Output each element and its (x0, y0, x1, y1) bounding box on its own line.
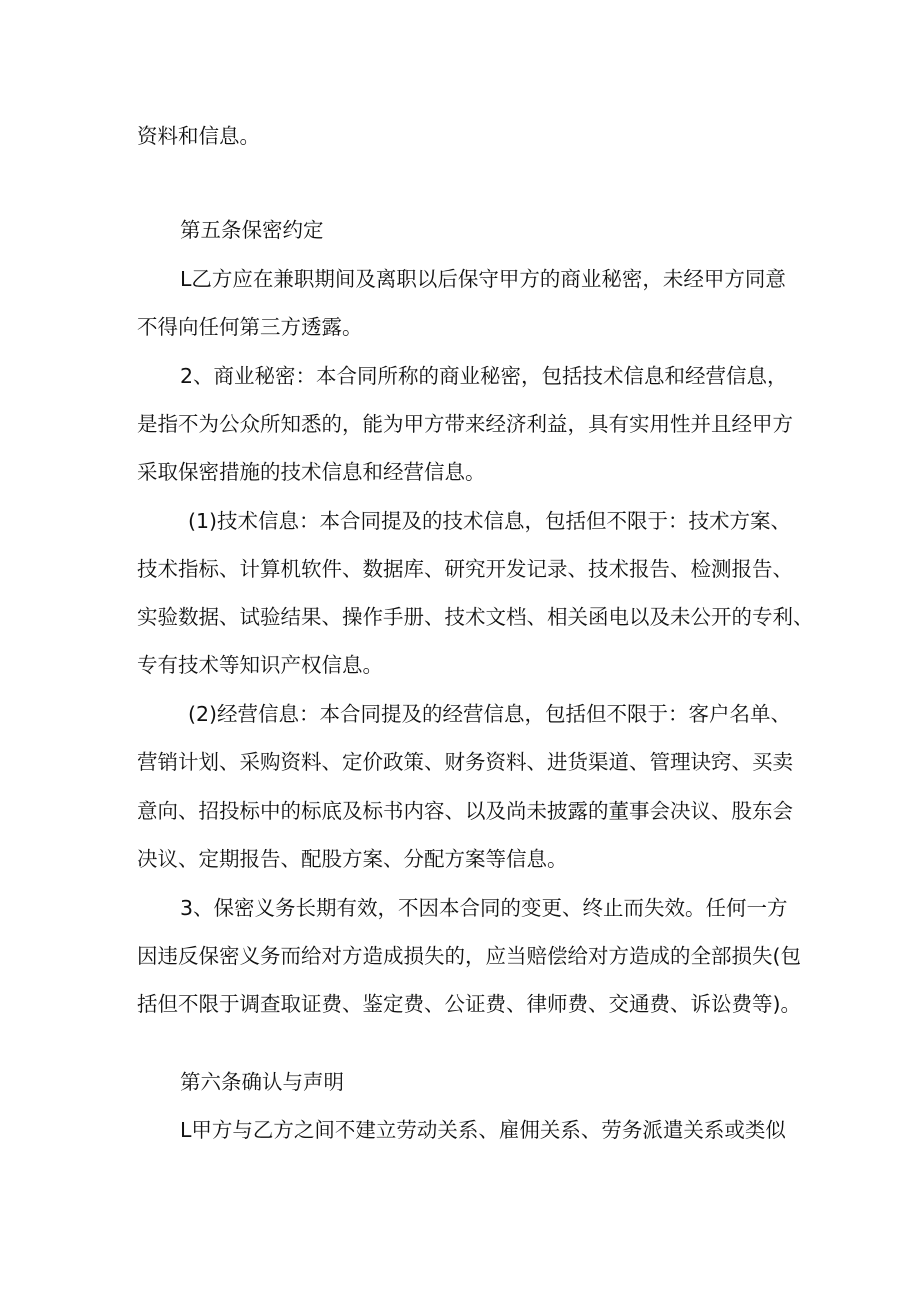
text-line: 意向、招投标中的标底及标书内容、以及尚未披露的董事会决议、股东会 (137, 799, 793, 823)
text-line: 3、保密义务长期有效，不因本合同的变更、终止而失效。任何一方 (180, 896, 788, 920)
text-line: 资料和信息。 (137, 124, 260, 148)
text-line: 专有技术等知识产权信息。 (137, 653, 383, 677)
section-heading: 第五条保密约定 (180, 218, 324, 242)
text-line: (1)技术信息：本合同提及的技术信息，包括但不限于：技术方案、 (188, 509, 792, 533)
text-line: 2、商业秘密：本合同所称的商业秘密，包括技术信息和经营信息， (180, 364, 788, 388)
section-heading: 第六条确认与声明 (180, 1070, 344, 1094)
text-line: 营销计划、采购资料、定价政策、财务资料、进货渠道、管理诀窍、买卖 (137, 750, 793, 774)
text-line: 括但不限于调查取证费、鉴定费、公证费、律师费、交通费、诉讼费等)。 (137, 992, 801, 1016)
text-line: 决议、定期报告、配股方案、分配方案等信息。 (137, 847, 568, 871)
text-line: L甲方与乙方之间不建立劳动关系、雇佣关系、劳务派遣关系或类似 (180, 1118, 786, 1142)
text-line: 技术指标、计算机软件、数据库、研究开发记录、技术报告、检测报告、 (137, 557, 793, 581)
text-line: 不得向任何第三方透露。 (137, 315, 363, 339)
text-line: 采取保密措施的技术信息和经营信息。 (137, 460, 486, 484)
text-line: 是指不为公众所知悉的，能为甲方带来经济利益，具有实用性并且经甲方 (137, 412, 793, 436)
text-line: L乙方应在兼职期间及离职以后保守甲方的商业秘密，未经甲方同意 (180, 267, 786, 291)
text-line: 实验数据、试验结果、操作手册、技术文档、相关函电以及未公开的专利、 (137, 605, 814, 629)
text-line: 因违反保密义务而给对方造成损失的，应当赔偿给对方造成的全部损失(包 (137, 944, 801, 968)
text-line: (2)经营信息：本合同提及的经营信息，包括但不限于：客户名单、 (188, 702, 792, 726)
